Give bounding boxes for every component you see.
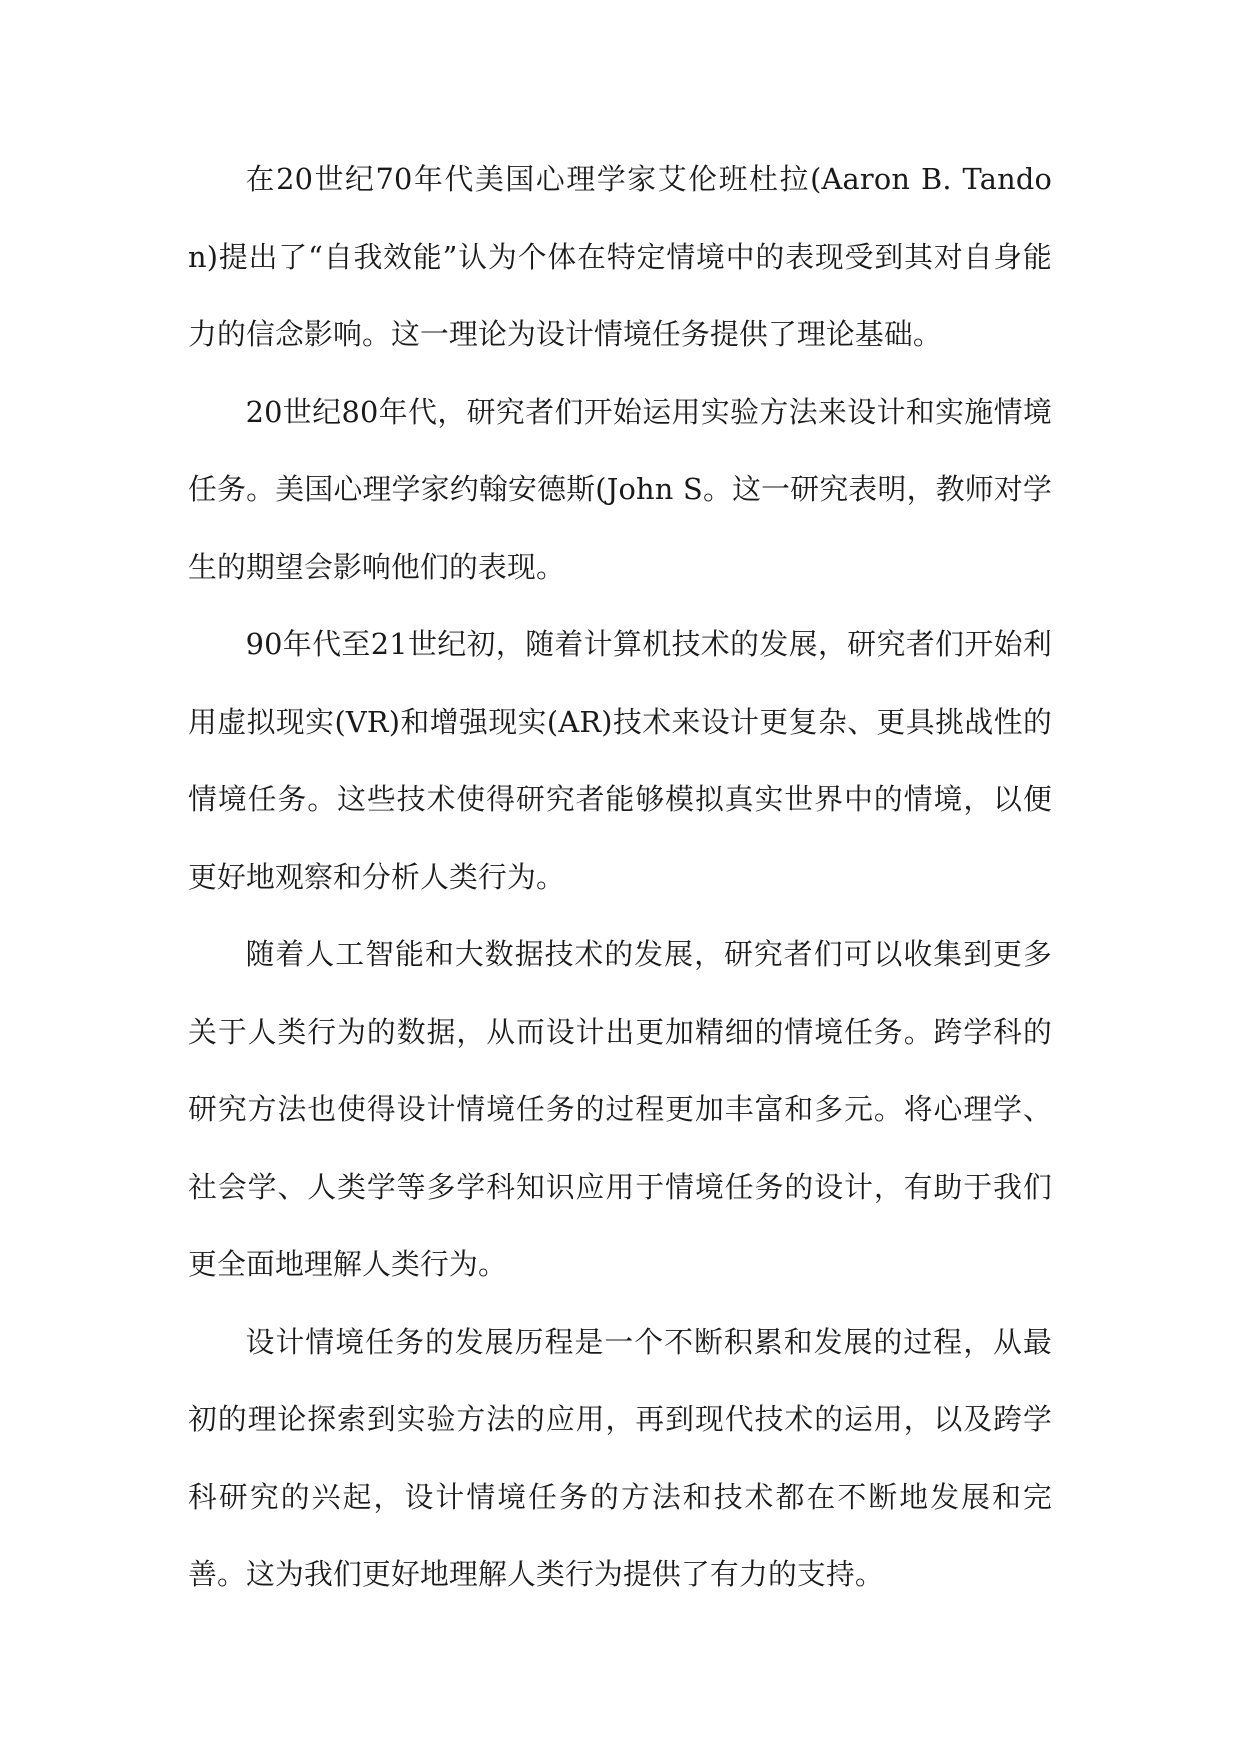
paragraph-3: 90年代至21世纪初，随着计算机技术的发展，研究者们开始利用虚拟现实(VR)和增强现实(AR)技术来设计更复杂、更具挑战性的情境任务。这些技术使得研究者能够模拟真实世界中的情境，以便更好地观察和分析人类行为。: [188, 627, 1052, 894]
paragraph-1: 在20世纪70年代美国心理学家艾伦班杜拉(Aaron B. Tandon)提出了“自我效能”认为个体在特定情境中的表现受到其对自身能力的信念影响。这一理论为设计情境任务提供了理论基础。: [188, 162, 1052, 351]
document-body: [188, 141, 1052, 1614]
paragraph-2: 20世纪80年代，研究者们开始运用实验方法来设计和实施情境任务。美国心理学家约翰安德斯(John S。这一研究表明，教师对学生的期望会影响他们的表现。: [188, 394, 1052, 584]
paragraph-5: 设计情境任务的发展历程是一个不断积累和发展的过程，从最初的理论探索到实验方法的应用，再到现代技术的运用，以及跨学科研究的兴起，设计情境任务的方法和技术都在不断地发展和完善。这为我们更好地理解人类行为提供了有力的支持。: [188, 1324, 1052, 1591]
paragraph-4: 随着人工智能和大数据技术的发展，研究者们可以收集到更多关于人类行为的数据，从而设计出更加精细的情境任务。跨学科的研究方法也使得设计情境任务的过程更加丰富和多元。将心理学、社会学、人类学等多学科知识应用于情境任务的设计，有助于我们更全面地理解人类行为。: [188, 937, 1052, 1281]
